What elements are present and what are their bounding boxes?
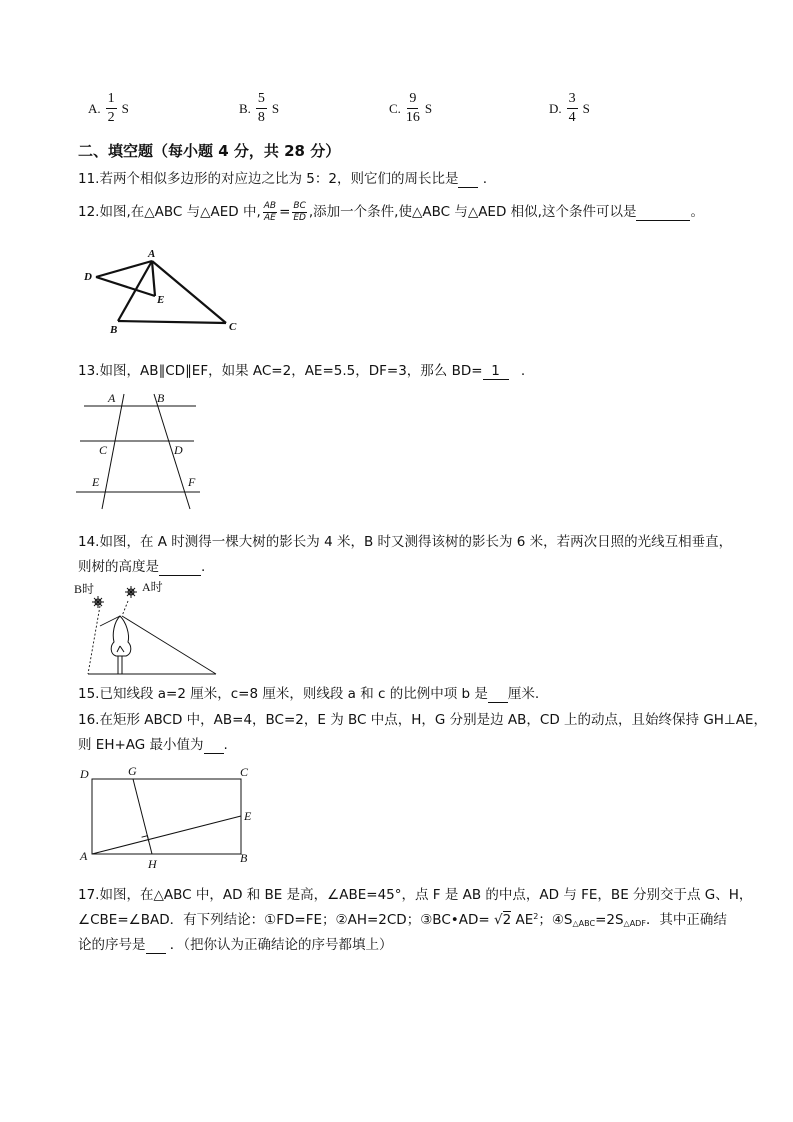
question-end: .: [201, 559, 206, 575]
question-text-ae: AE: [515, 912, 534, 928]
subscript: △ADF: [623, 919, 646, 928]
sqrt-symbol: √2: [493, 912, 512, 928]
question-text: 13.如图，AB∥CD∥EF，如果 AC=2，AE=5.5，DF=3，那么 BD=: [78, 363, 483, 379]
answer-blank[interactable]: [636, 204, 690, 221]
label-d: D: [174, 443, 183, 457]
ray-a: [122, 616, 216, 674]
fraction: [406, 92, 420, 125]
option-unit: S: [582, 100, 590, 116]
answer-blank[interactable]: [204, 737, 224, 754]
label-b-time: B时: [74, 582, 95, 596]
subscript: △ABC: [572, 919, 596, 928]
denominator: 16: [405, 110, 420, 125]
answer-blank[interactable]: 1: [483, 363, 509, 380]
question-text-cont: ,添加一个条件,使△ABC 与△AED 相似,这个条件可以是: [308, 204, 637, 220]
figure-q13: [74, 390, 204, 515]
equals-sign: =: [279, 204, 291, 220]
option-c: [389, 92, 432, 125]
question-11: [78, 167, 487, 188]
question-text-end: ．（把你认为正确结论的序号都填上）: [169, 937, 393, 953]
denominator: 8: [257, 110, 265, 125]
question-16-line2: [78, 733, 228, 754]
sun-icon-a: [125, 586, 137, 598]
segment-ae: [152, 261, 155, 296]
numerator: 1: [106, 92, 117, 109]
option-letter: A.: [88, 100, 101, 116]
option-b: [239, 92, 279, 125]
numerator: 3: [567, 92, 578, 109]
question-end: .: [482, 171, 488, 187]
question-text: 则 EH+AG 最小值为: [78, 737, 204, 753]
rectangle-abcd: [92, 779, 241, 854]
denominator: 4: [568, 110, 576, 125]
sqrt-radicand: 2: [502, 912, 512, 928]
label-b: B: [110, 324, 118, 335]
option-letter: C.: [389, 100, 401, 116]
numerator: 5: [256, 92, 267, 109]
question-end: .: [223, 737, 228, 753]
question-16-line1: 16.在矩形 ABCD 中，AB=4，BC=2，E 为 BC 中点，H，G 分别是边 AB，CD 上的动点，且始终保持 GH⊥AE，: [78, 712, 767, 728]
option-d: [549, 92, 590, 125]
question-17-line1: 17.如图，在△ABC 中，AD 和 BE 是高，∠ABE=45°，点 F 是 AB 的中点，AD 与 FE，BE 分别交于点 G、H，: [78, 887, 753, 903]
ray-b: [88, 606, 100, 674]
fraction: [256, 92, 267, 125]
numerator: BC: [293, 200, 306, 211]
label-g: G: [128, 764, 137, 778]
label-c: C: [99, 443, 108, 457]
answer-blank[interactable]: [146, 937, 166, 954]
segment-ac: [152, 261, 226, 323]
question-17-line2: [78, 908, 727, 928]
question-text-s: ；④S: [538, 912, 573, 928]
question-end: 。: [690, 204, 704, 220]
sun-icon-b: [92, 596, 104, 608]
fraction-bc-ed: [292, 202, 306, 223]
label-d: D: [84, 271, 92, 283]
segment-bc: [118, 321, 226, 323]
label-c: C: [240, 765, 249, 779]
fraction: [567, 92, 578, 125]
question-end: 厘米.: [507, 686, 540, 702]
question-text: 论的序号是: [78, 937, 146, 953]
question-13: [78, 359, 525, 380]
segment-de: [96, 277, 155, 296]
label-f: F: [188, 475, 196, 489]
tree-icon: [111, 616, 131, 674]
label-b: B: [240, 851, 248, 865]
option-letter: B.: [239, 100, 251, 116]
question-text: 12.如图,在△ABC 与△AED 中,: [78, 204, 261, 220]
question-text: 11.若两个相似多边形的对应边之比为 5：2，则它们的周长比是: [78, 171, 459, 187]
answer-blank[interactable]: [458, 171, 478, 188]
question-text: 则树的高度是: [78, 559, 159, 575]
fraction: [106, 92, 117, 125]
figure-q12: [80, 245, 245, 335]
label-c: C: [229, 321, 237, 333]
answer-blank[interactable]: [159, 559, 201, 576]
segment-ae: [92, 816, 241, 854]
option-unit: S: [271, 100, 280, 116]
figure-q16: [76, 762, 261, 870]
label-a: A: [108, 391, 116, 405]
question-15: [78, 682, 539, 703]
denominator: ED: [293, 212, 306, 223]
label-e: E: [244, 809, 252, 823]
question-14-line2: [78, 555, 205, 576]
superscript: 2: [533, 912, 539, 921]
question-text-end: ．其中正确结: [645, 912, 727, 928]
option-unit: S: [424, 100, 433, 116]
label-e: E: [157, 294, 165, 306]
option-letter: D.: [549, 100, 562, 116]
fraction-ab-ae: [263, 202, 277, 223]
option-unit: S: [121, 100, 129, 116]
figure-q14: [70, 576, 220, 676]
question-text: ∠CBE=∠BAD．有下列结论：①FD=FE；②AH=2CD；③BC•AD=: [78, 912, 490, 928]
question-text: 15.已知线段 a=2 厘米，c=8 厘米，则线段 a 和 c 的比例中项 b 是: [78, 686, 488, 702]
question-17-line3: [78, 933, 393, 954]
section-heading: 二、填空题（每小题 4 分，共 28 分）: [78, 142, 341, 160]
question-end: .: [520, 363, 526, 379]
denominator: AE: [264, 212, 276, 223]
answer-blank[interactable]: [488, 686, 508, 703]
label-a-time: A时: [142, 580, 163, 594]
label-d: D: [80, 767, 89, 781]
ray-a-dash: [122, 601, 128, 616]
label-a: A: [80, 849, 88, 863]
label-e: E: [92, 475, 100, 489]
label-a: A: [148, 248, 156, 260]
label-b: B: [157, 391, 165, 405]
numerator: 9: [407, 92, 418, 109]
question-14-line1: 14.如图，在 A 时测得一棵大树的影长为 4 米，B 时又测得该树的影长为 6 米，若两次日照的光线互相垂直，: [78, 534, 733, 550]
question-12: [78, 200, 704, 223]
question-text-2s: =2S: [595, 912, 624, 928]
label-h: H: [148, 857, 157, 870]
numerator: AB: [263, 200, 277, 211]
option-a: [88, 92, 129, 125]
denominator: 2: [107, 110, 115, 125]
